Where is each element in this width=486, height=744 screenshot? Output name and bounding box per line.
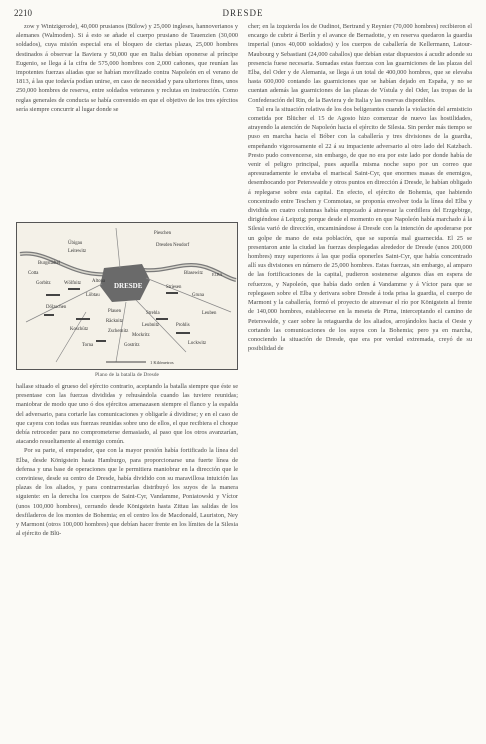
map-label: Mockritz (132, 333, 150, 338)
paragraph: Tal era la situación relativa de los dos beligerantes cuando la violación del armisticio cometida por Blücher el 15 de Agosto hizo comenzar de nuevo las hostilidades, atrayendo la atención de Napoleón hacia el ejército de Silesia. Sin perder más tiempo se puso en marcha hacia el Bóber con la caballería y tres divisiones de la guardia, empeñando vigorosamente el 22 á su impaciente adversario al otro lado del Katzbach. Presto pudo convencerse, sin embargo, de que no era por este lado por donde había de venir el peligro principal, pues aquella misma noche supo por un correo que apresuradamente le enviaba el mariscal Saint-Cyr, que enormes masas de enemigos, desembocando por Peterswalde y otros puntos en dirección á Dresde, le habían obligado á replegarse sobre esta capital. En efecto, el ejército de Bohemia, que habiendo concentrado entre Teschen y Commotau, se proponía envolver toda la línea del Elba y dividida en cuatro columnas había empezado á atravesar la cordillera del Erzgebirge, dirigiéndose á Leipzig; porque desde el momento en que Napoleón había marchado á la Silesia varió de dirección, encaminándose á Dresde con la intención de apoderarse por un golpe de mano de esta población, que se suponía mal guarnecida. El 25 se presentaron ante la ciudad las fuerzas desplegadas alrededor de Dresde (unos 200,000 hombres) muy superiores á las que podía oponerles Saint-Cyr, que había concentrado allí sus divisiones en número de 25,000 hombres. Estas fuerzas, sin embargo, al amparo de las fortificaciones de la capital, pudieron sostenerse algunos días en espera de refuerzos, y Napoleón, que había dado orden á Vandamme y á Víctor para que se replegasen sobre el Elba y derivara sobre Dresde á toda prisa la guardia, el cuerpo de Marmont y la caballería, formó el proyecto de atravesar el río por Königstein al frente de 140,000 hombres, establecerse en la meseta de Pirna, interceptando el camino de Peterswalde, y caer sobre la retaguardia de los aliados, arrojándolos hacia el Oeste y cortando las comunicaciones de los suyos con la Bohemia; pero ya en marcha, conociendo la situación de Dresde, que era por verdad extremada, creyó de su posibilidad de (248, 105, 472, 353)
map-label: Leubnitz (142, 323, 160, 328)
paragraph: Por su parte, el emperador, que con la mayor presión había fortificado la línea del Elba, desde Königstein hasta Hamburgo, para proporcionarse una fuerte línea de defensa y una base de operaciones que le permitiera maniobrar en la dirección que le conviniese, desde su centro de Dresde, había dividido con su maravillosa intuición las plazas de los aliados, y para contrarrestarlas distribuyó los suyos de la manera siguiente: en la derecha los cuerpos de Saint-Cyr, Vandamme, Poniatowski y Víctor (unos 100,000 hombres), cerrando desde Königstein hasta Zittau las salidas de los desfiladeros de los montes de Bohemia; en el centro los de Macdonald, Lauriston, Ney y Marmont (otros 100,000 hombres) que debían hacer frente en los límites de la Silesia al ejército de Blü- (16, 447, 238, 538)
map-label: Dresden Neudorf (156, 243, 190, 248)
paragraph: hallase situado el grueso del ejército contrario, aceptando la batalla siempre que éste se presentase con las fuerzas divididas y rehusándola cuando las tuviere reunidas; maniobrar de modo que uno ó dos ejércitos amenazasen siempre el flanco y la espalda del adversario, para cortarle las comunicaciones y obligarle á dividirse; y en el caso de que cayera con todas sus fuerzas reunidas sobre uno de ellos, el que recibiera el choque debía retroceder para no comprometerse demasiado, al paso que los otros avanzarían, atacando resueltamente al enemigo común. (16, 383, 238, 446)
map-label: Gruna (192, 293, 204, 298)
map-label: Leuben (202, 311, 217, 316)
map-label: Räcknitz (106, 319, 124, 324)
page-title: DRESDE (222, 8, 264, 18)
map-caption: Plano de la batalla de Dresde (95, 372, 159, 378)
map-label: Striesen (166, 285, 182, 290)
map-label: Plauen (108, 309, 122, 314)
map-label: Torna (82, 343, 94, 348)
map-label: Pieschen (154, 231, 172, 236)
map-label: Dölzschen (46, 305, 67, 310)
map-label: Blasewitz (184, 271, 203, 276)
page-number: 2210 (14, 8, 32, 18)
map-label: Leitewitz (68, 249, 87, 254)
column-left-top (16, 22, 238, 220)
map-label: Gostritz (124, 343, 140, 348)
map-scale-label: 1 Kilómetros (150, 360, 174, 365)
paragraph: zow y Wintzigerode), 40,000 prusianos (Bülow) y 25,000 ingleses, hannoverianos y alemanes (Walmoden). Si á esto se añade el cuerpo prusiano de Tauenzien (30,000 soldados), cuya misión especial era el bloqueo de ciertas plazas, 25,000 hombres destinados á observar la Baviera y 50,000 que en Italia debían oponerse al príncipe Eugenio, se llega á la cifra de 575,000 hombres con 2,000 cañones, que reunían las impotentes fuerzas aliadas que se habían movilizado contra Napoleón en el verano de 1813, á las que todavía podían unirse, en caso de necesidad y para ulteriores fines, unos 250,000 hombres de reserva, entre soldados veteranos y reclutas en instrucción. Como reglas generales de conducta se había convenido en que el objetivo de los tres ejércitos sería siempre concurrir al lugar donde se (16, 23, 238, 113)
paragraph: cher; en la izquierda los de Oudinot, Bertrand y Reynier (70,000 hombres) recibieron el encargo de cubrir á Berlín y el avance de Bernadotte, y en reserva quedaron la guardia imperial (unos 40,000 soldados) y los cuerpos de caballería de Kellermann, Latour-Maubourg y Sebastiani (24,000 caballos) que debían estar dispuestos á acudir adonde su presencia fuese necesaria. Sumadas estas fuerzas con las guarniciones de las plazas del Elba, del Oder y de Alemania, se llega á un total de 400,000 hombres, que se elevaba hasta 600,000 contando las guarniciones que se habían dejado en España, y no se cuentan además las guarniciones de las plazas de Vístula y del Oder, las tropas de la Confederación del Rin, de la Baviera y de Italia y las reservas disponibles. (248, 23, 472, 104)
map-label: Zschernitz (108, 329, 129, 334)
map-label: Löbtau (86, 293, 100, 298)
map-label: Übigau (68, 241, 83, 246)
map-label-river: ELBA (212, 272, 223, 277)
map-label: Prohlis (176, 323, 190, 328)
map-label-city: DRESDE (114, 282, 143, 290)
map-label: Altona (92, 279, 106, 284)
map-label: Burgstädtel (38, 261, 61, 266)
map-label: Wölfnitz (64, 281, 82, 286)
map-svg (16, 222, 238, 370)
map-label: Cotta (28, 271, 39, 276)
map-label: Strehla (146, 311, 160, 316)
map-label: Lockwitz (188, 341, 207, 346)
column-right (248, 22, 472, 734)
battle-map (16, 222, 238, 370)
column-left-bottom (16, 382, 238, 734)
map-label: Gorbitz (36, 281, 51, 286)
page-header (14, 8, 472, 22)
map-label: Koschütz (70, 327, 89, 332)
